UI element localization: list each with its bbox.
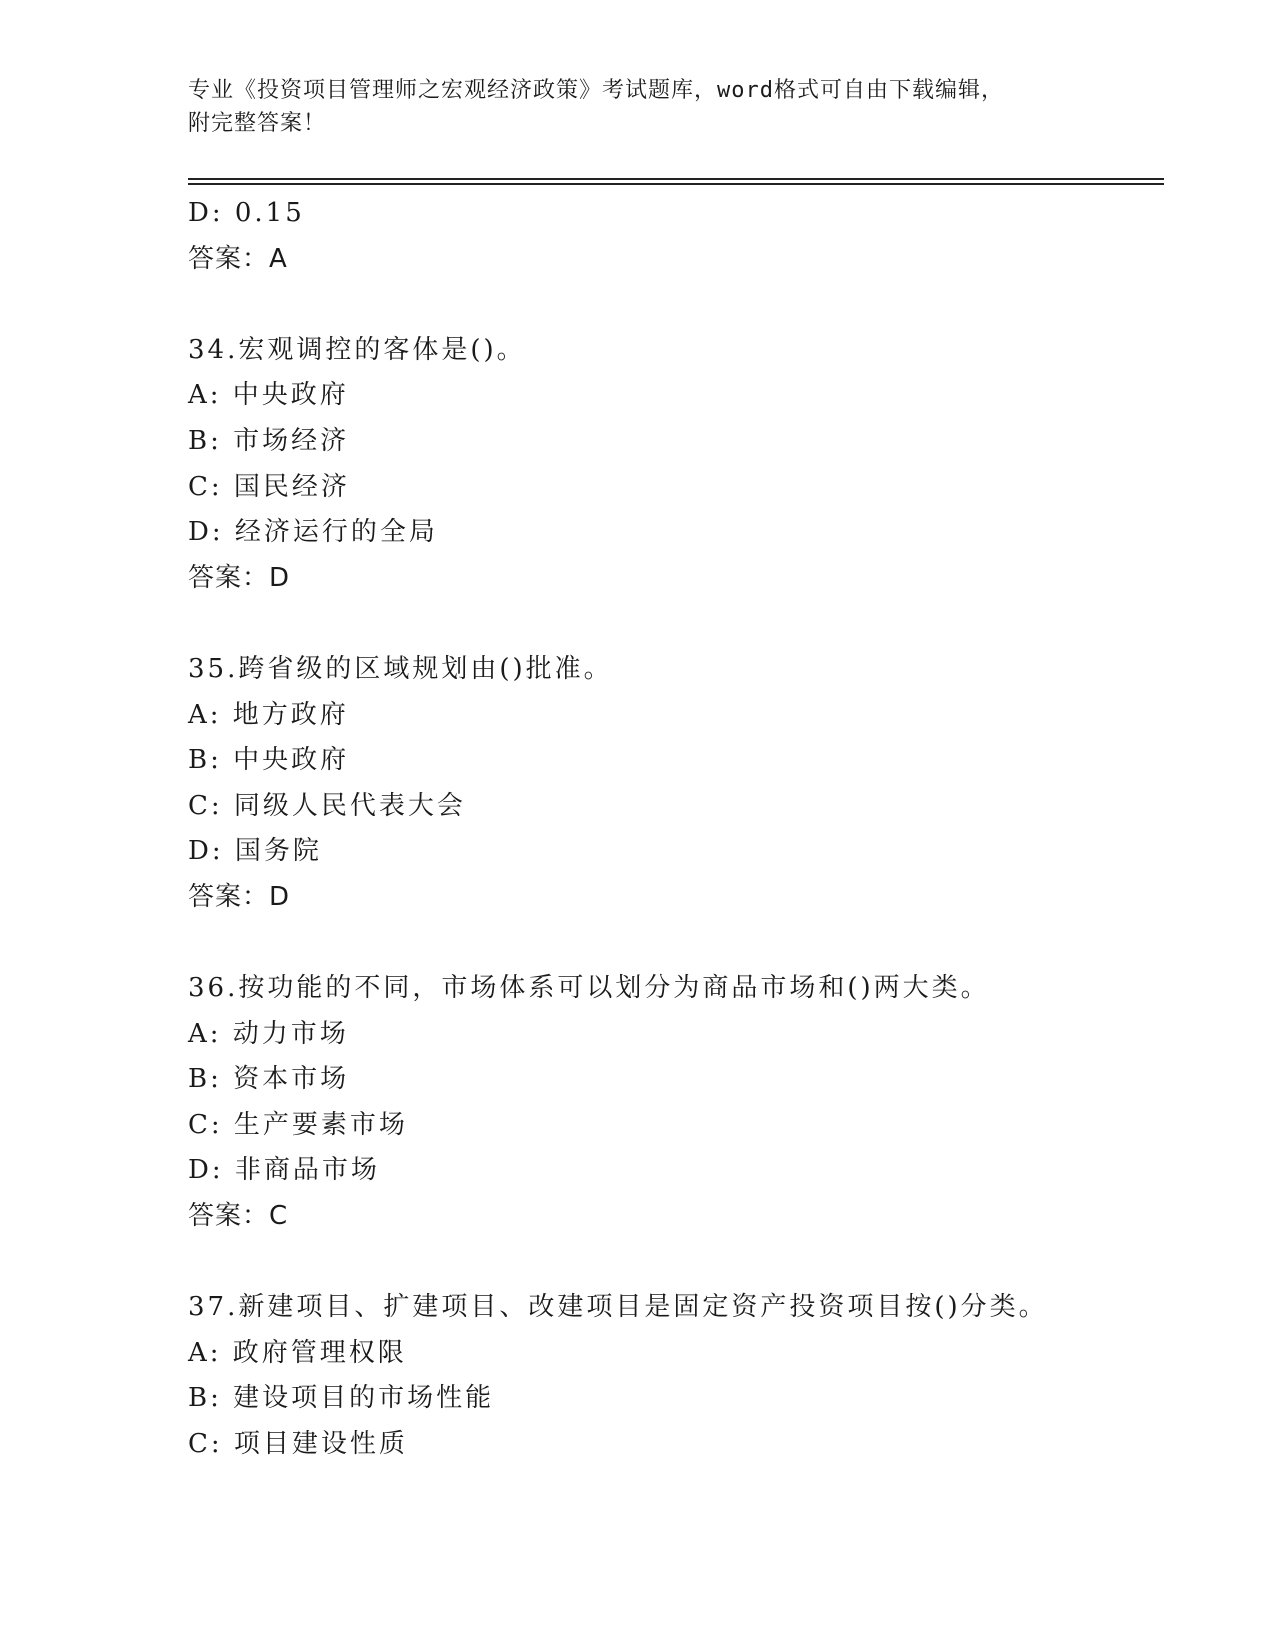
question-stem: 36.按功能的不同，市场体系可以划分为商品市场和()两大类。: [188, 973, 990, 1004]
question-34: [188, 328, 1148, 602]
option-a: A: 中央政府: [188, 380, 349, 411]
option-a: A: 动力市场: [188, 1018, 349, 1049]
option-c: C: 生产要素市场: [188, 1109, 408, 1140]
question-35: [188, 647, 1148, 921]
option-a: A: 地方政府: [188, 699, 349, 730]
question-37: [188, 1285, 1148, 1467]
option-b: B: 中央政府: [188, 745, 350, 776]
answer: 答案：D: [188, 562, 291, 593]
spacer: [188, 601, 1148, 647]
answer: 答案：D: [188, 881, 291, 912]
header-line-1: 专业《投资项目管理师之宏观经济政策》考试题库，word格式可自由下载编辑，: [188, 78, 1004, 103]
option-a: A: 政府管理权限: [188, 1337, 407, 1368]
option-c: C: 项目建设性质: [188, 1429, 408, 1460]
option-d: D: 非商品市场: [188, 1155, 380, 1186]
option-d: D: 国务院: [188, 836, 322, 867]
document-header: [188, 74, 1088, 140]
header-divider-top: [188, 178, 1164, 180]
previous-answer: 答案：A: [188, 243, 288, 274]
header-divider-bottom: [188, 183, 1164, 185]
option-c: C: 国民经济: [188, 471, 350, 502]
option-b: B: 建设项目的市场性能: [188, 1383, 495, 1414]
question-list: [188, 191, 1148, 1468]
spacer: [188, 1240, 1148, 1286]
question-36: [188, 966, 1148, 1240]
question-stem: 37.新建项目、扩建项目、改建项目是固定资产投资项目按()分类。: [188, 1292, 1048, 1323]
option-c: C: 同级人民代表大会: [188, 790, 466, 821]
option-d: D: 经济运行的全局: [188, 517, 438, 548]
answer: 答案：C: [188, 1201, 289, 1232]
question-stem: 34.宏观调控的客体是()。: [188, 334, 526, 365]
spacer: [188, 921, 1148, 967]
spacer: [188, 282, 1148, 328]
header-line-2: 附完整答案！: [188, 111, 327, 136]
option-b: B: 资本市场: [188, 1064, 350, 1095]
previous-option-d: D: 0.15: [188, 198, 305, 228]
option-b: B: 市场经济: [188, 425, 350, 456]
question-stem: 35.跨省级的区域规划由()批准。: [188, 653, 613, 684]
